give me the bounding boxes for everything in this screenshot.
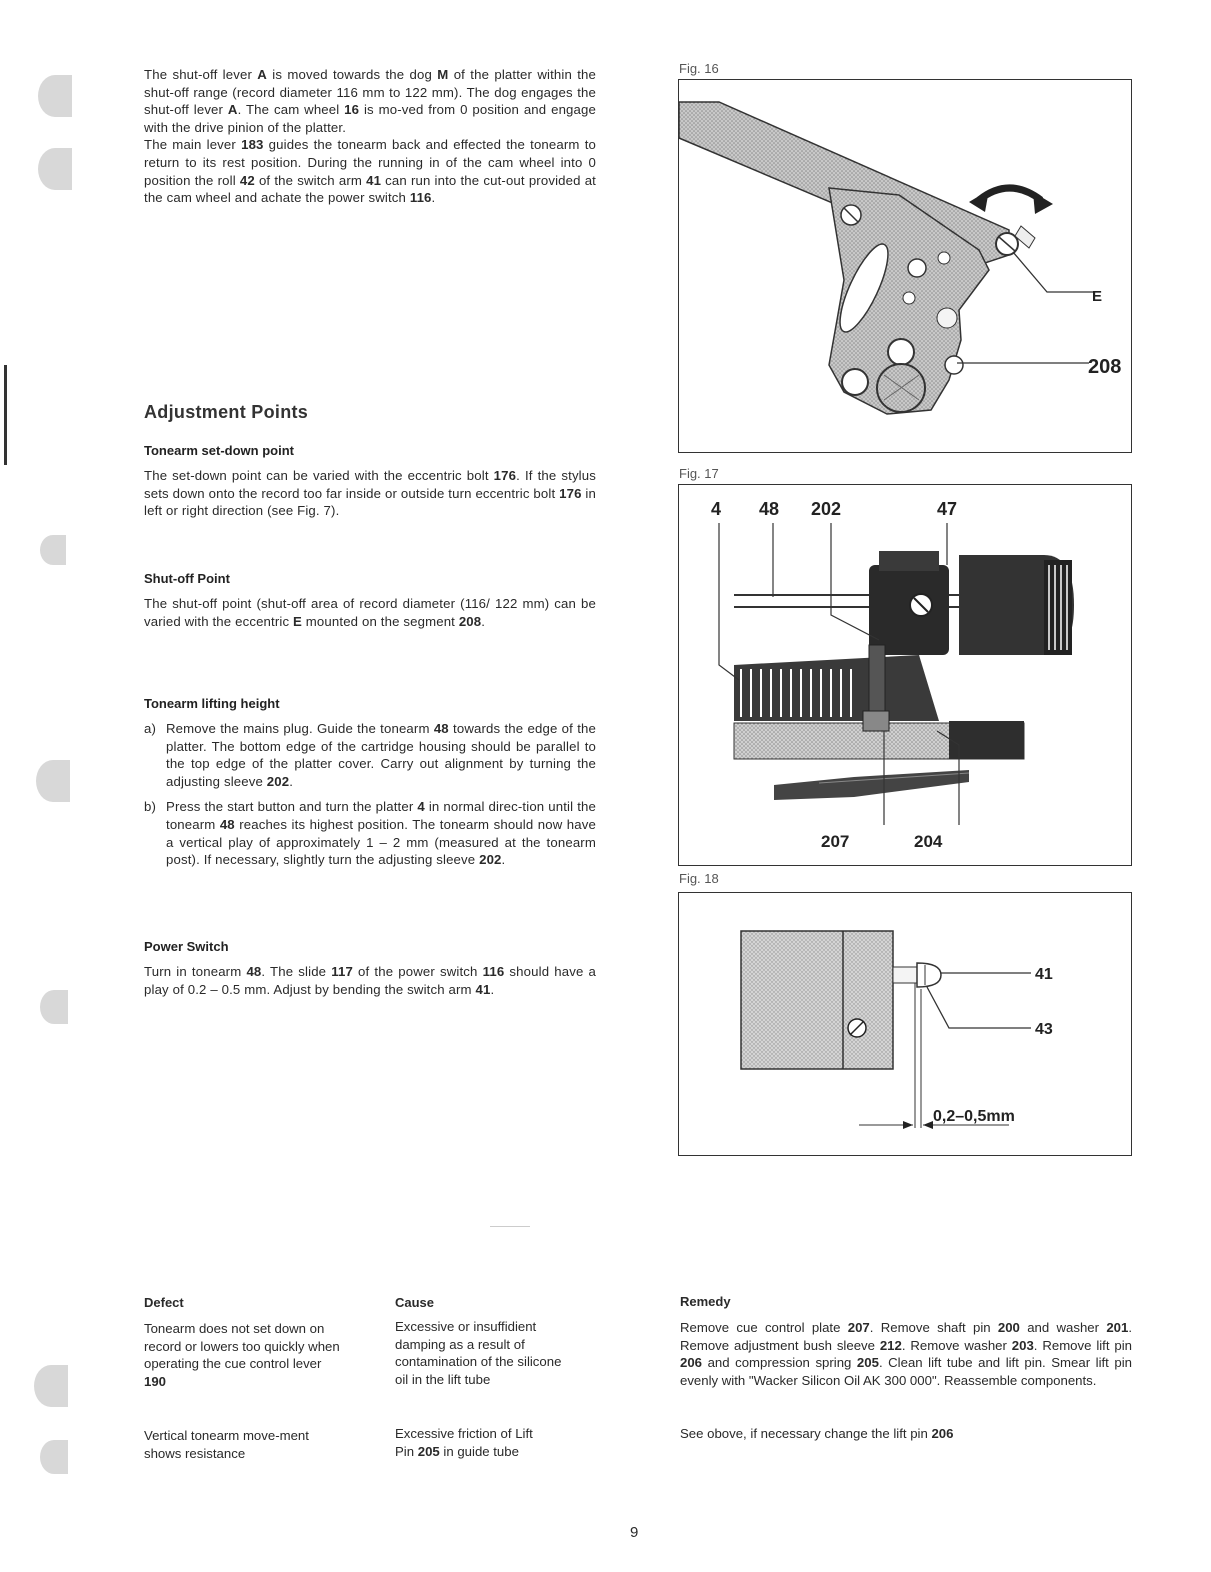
text-run: reaches its highest position. The tonearm should now have a vertical play of approximately 1 – 2 mm (measured at the tonearm post). If necessary, slightly turn the adjusting sleeve (166, 816, 596, 868)
bold-reference: 201 (1106, 1320, 1129, 1335)
text-run: is moved towards the dog (266, 67, 438, 82)
text-run: Tonearm does not set down on record or lowers too quickly when operating the cue control lever (144, 1321, 340, 1372)
bold-reference: 41 (475, 981, 491, 997)
bold-reference: 203 (1011, 1337, 1034, 1353)
callout-48: 48 (759, 499, 780, 519)
binder-hole (40, 1440, 68, 1474)
bold-reference: 205 (856, 1355, 879, 1371)
bold-reference: 190 (144, 1373, 167, 1389)
shutoff-heading: Shut-off Point (144, 571, 230, 586)
power-switch-text (144, 963, 596, 998)
lifting-steps (144, 720, 596, 869)
fig16-drawing (679, 80, 1131, 452)
text-run: The main lever (144, 137, 242, 153)
fig16-label: Fig. 16 (679, 61, 719, 76)
divider (490, 1226, 530, 1227)
fig17-label: Fig. 17 (679, 466, 719, 481)
binder-hole (40, 535, 66, 565)
text-run: in left or right direction (see Fig. 7). (144, 485, 596, 519)
fig18-label: Fig. 18 (679, 871, 719, 886)
text-run: can run into the cut-out provided at the cam wheel and achate the power switch (144, 172, 596, 206)
table-row-1-cause (395, 1318, 575, 1388)
binder-hole (38, 148, 72, 190)
bold-reference: 48 (246, 964, 262, 979)
bold-reference: 48 (219, 816, 235, 832)
intro-paragraph-1 (144, 66, 596, 136)
text-run: of the switch arm (254, 172, 367, 188)
adjustment-points-heading: Adjustment Points (144, 402, 309, 422)
table-row-1-remedy (680, 1319, 1132, 1389)
bold-reference: 208 (458, 613, 482, 629)
callout-208: 208 (1088, 356, 1122, 378)
shutoff-text (144, 595, 596, 630)
text-run: . The cam wheel (237, 102, 345, 118)
text-run: . (289, 773, 294, 789)
page-edge-mark (4, 365, 7, 465)
text-run: of the power switch (352, 964, 483, 979)
setdown-section (144, 443, 596, 520)
bold-reference: 16 (344, 102, 360, 118)
binder-hole (36, 760, 70, 802)
bold-reference: M (437, 67, 449, 82)
fig18-illustration (678, 892, 1132, 1156)
bold-reference: 202 (266, 773, 290, 789)
callout-e: E (1092, 288, 1103, 305)
callout-204: 204 (914, 832, 943, 851)
defect-header: Defect (144, 1295, 184, 1310)
text-run: mounted on the segment (301, 613, 459, 629)
text-run: . (490, 981, 495, 997)
text-run: and washer (1019, 1320, 1107, 1335)
text-run: towards the edge of the platter. The bottom edge of the cartridge housing should be parallel to the top edge of the platter cover. Carry out alignment by turning the adjusting sleeve (166, 721, 596, 789)
remedy-header: Remedy (680, 1294, 731, 1309)
text-run: Remove cue control plate (680, 1320, 848, 1335)
intro-section (144, 66, 596, 207)
table-row-1-defect (144, 1320, 344, 1390)
bold-reference: 207 (847, 1320, 870, 1335)
text-run: Turn in tonearm (144, 964, 247, 979)
bold-reference: 176 (493, 468, 517, 483)
text-run: of the platter within the shut-off range (record diameter 116 mm to 122 mm). The dog engages the shut-off lever (144, 67, 596, 118)
callout-207: 207 (821, 832, 850, 851)
text-run: should have a play of 0.2 – 0.5 mm. Adjust by bending the switch arm (144, 964, 596, 997)
cause-header: Cause (395, 1295, 435, 1310)
bold-reference: 116 (409, 190, 432, 206)
page-number: 9 (630, 1524, 639, 1541)
bold-reference: 205 (417, 1443, 440, 1459)
text-run: . (501, 852, 506, 868)
bold-reference: E (293, 613, 302, 629)
lifting-step (144, 720, 596, 790)
step-marker: a) (144, 721, 157, 736)
power-switch-section (144, 939, 596, 998)
table-row-2-remedy (680, 1425, 1132, 1443)
table-row-2-defect (144, 1427, 314, 1462)
text-run: in normal direc-tion until the tonearm (166, 799, 596, 832)
step-text (166, 798, 596, 868)
text-run: and compression spring (702, 1355, 857, 1371)
bold-reference: A (257, 67, 267, 82)
binder-hole (40, 990, 68, 1024)
gap-dimension-label: 0,2–0,5mm (933, 1108, 1015, 1125)
bold-reference: 206 (680, 1355, 703, 1371)
lifting-section (144, 696, 596, 877)
callout-41: 41 (1035, 966, 1053, 983)
bold-reference: 4 (417, 799, 425, 815)
text-run: . (481, 613, 486, 629)
text-run: . If the stylus sets down onto the record too far inside or outside turn eccentric bolt (144, 468, 596, 501)
bold-reference: 176 (559, 485, 582, 501)
text-run: . Remove adjustment bush sleeve (680, 1320, 1132, 1353)
text-run: Vertical tonearm move-ment shows resistance (144, 1428, 309, 1461)
bold-reference: 116 (482, 964, 505, 979)
text-run: Excessive friction of Lift Pin (395, 1426, 533, 1459)
bold-reference: 202 (479, 852, 502, 868)
text-run: The set-down point can be varied with the eccentric bolt (144, 468, 494, 483)
intro-paragraph-2 (144, 136, 596, 206)
bold-reference: A (227, 102, 238, 118)
bold-reference: 200 (997, 1320, 1020, 1335)
text-run: Remove the mains plug. Guide the tonearm (166, 721, 434, 736)
step-marker: b) (144, 799, 157, 815)
callout-47: 47 (937, 499, 958, 519)
text-run: . Clean lift tube and lift pin. Smear lift pin evenly with "Wacker Silicon Oil AK 300 000". Reassemble components. (680, 1355, 1132, 1388)
text-run: See obove, if necessary change the lift pin (680, 1426, 932, 1441)
callout-4: 4 (711, 499, 722, 519)
binder-hole (38, 75, 72, 117)
text-run: Press the start button and turn the platter (166, 799, 418, 815)
shutoff-section (144, 571, 596, 630)
text-run: . The slide (261, 964, 332, 979)
fig16-illustration (678, 79, 1132, 453)
setdown-text (144, 467, 596, 520)
fig17-illustration (678, 484, 1132, 866)
table-row-2-cause (395, 1425, 555, 1460)
fig17-drawing (679, 485, 1131, 865)
text-run: The shut-off lever (144, 67, 258, 82)
text-run: . Remove washer (901, 1337, 1012, 1353)
text-run: . Remove shaft pin (869, 1320, 998, 1335)
bold-reference: 41 (366, 172, 382, 188)
text-run: guides the tonearm back and effected the tonearm to return to its rest position. During the running in of the cam wheel into 0 position the roll (144, 137, 596, 188)
bold-reference: 48 (433, 721, 449, 736)
lifting-heading: Tonearm lifting height (144, 696, 280, 711)
callout-43: 43 (1035, 1021, 1053, 1038)
lifting-step (144, 798, 596, 868)
binder-hole (34, 1365, 68, 1407)
power-switch-heading: Power Switch (144, 939, 229, 954)
bold-reference: 42 (239, 172, 255, 188)
fig18-drawing (679, 893, 1131, 1155)
callout-202: 202 (811, 499, 842, 519)
bold-reference: 206 (931, 1426, 954, 1441)
text-run: . Remove lift pin (1033, 1337, 1132, 1353)
step-text (166, 720, 596, 790)
bold-reference: 212 (879, 1337, 902, 1353)
text-run: The shut-off point (shut-off area of record diameter (116/ 122 mm) can be varied with the eccentric (144, 596, 596, 629)
setdown-heading: Tonearm set-down point (144, 443, 294, 458)
text-run: is mo-ved from 0 position and engage with the drive pinion of the platter. (144, 102, 596, 135)
text-run: Excessive or insuffidient damping as a result of contamination of the silicone oil in the lift tube (395, 1319, 562, 1387)
text-run: in guide tube (439, 1443, 519, 1459)
text-run: . (431, 190, 436, 206)
bold-reference: 183 (241, 137, 264, 153)
bold-reference: 117 (331, 964, 353, 979)
